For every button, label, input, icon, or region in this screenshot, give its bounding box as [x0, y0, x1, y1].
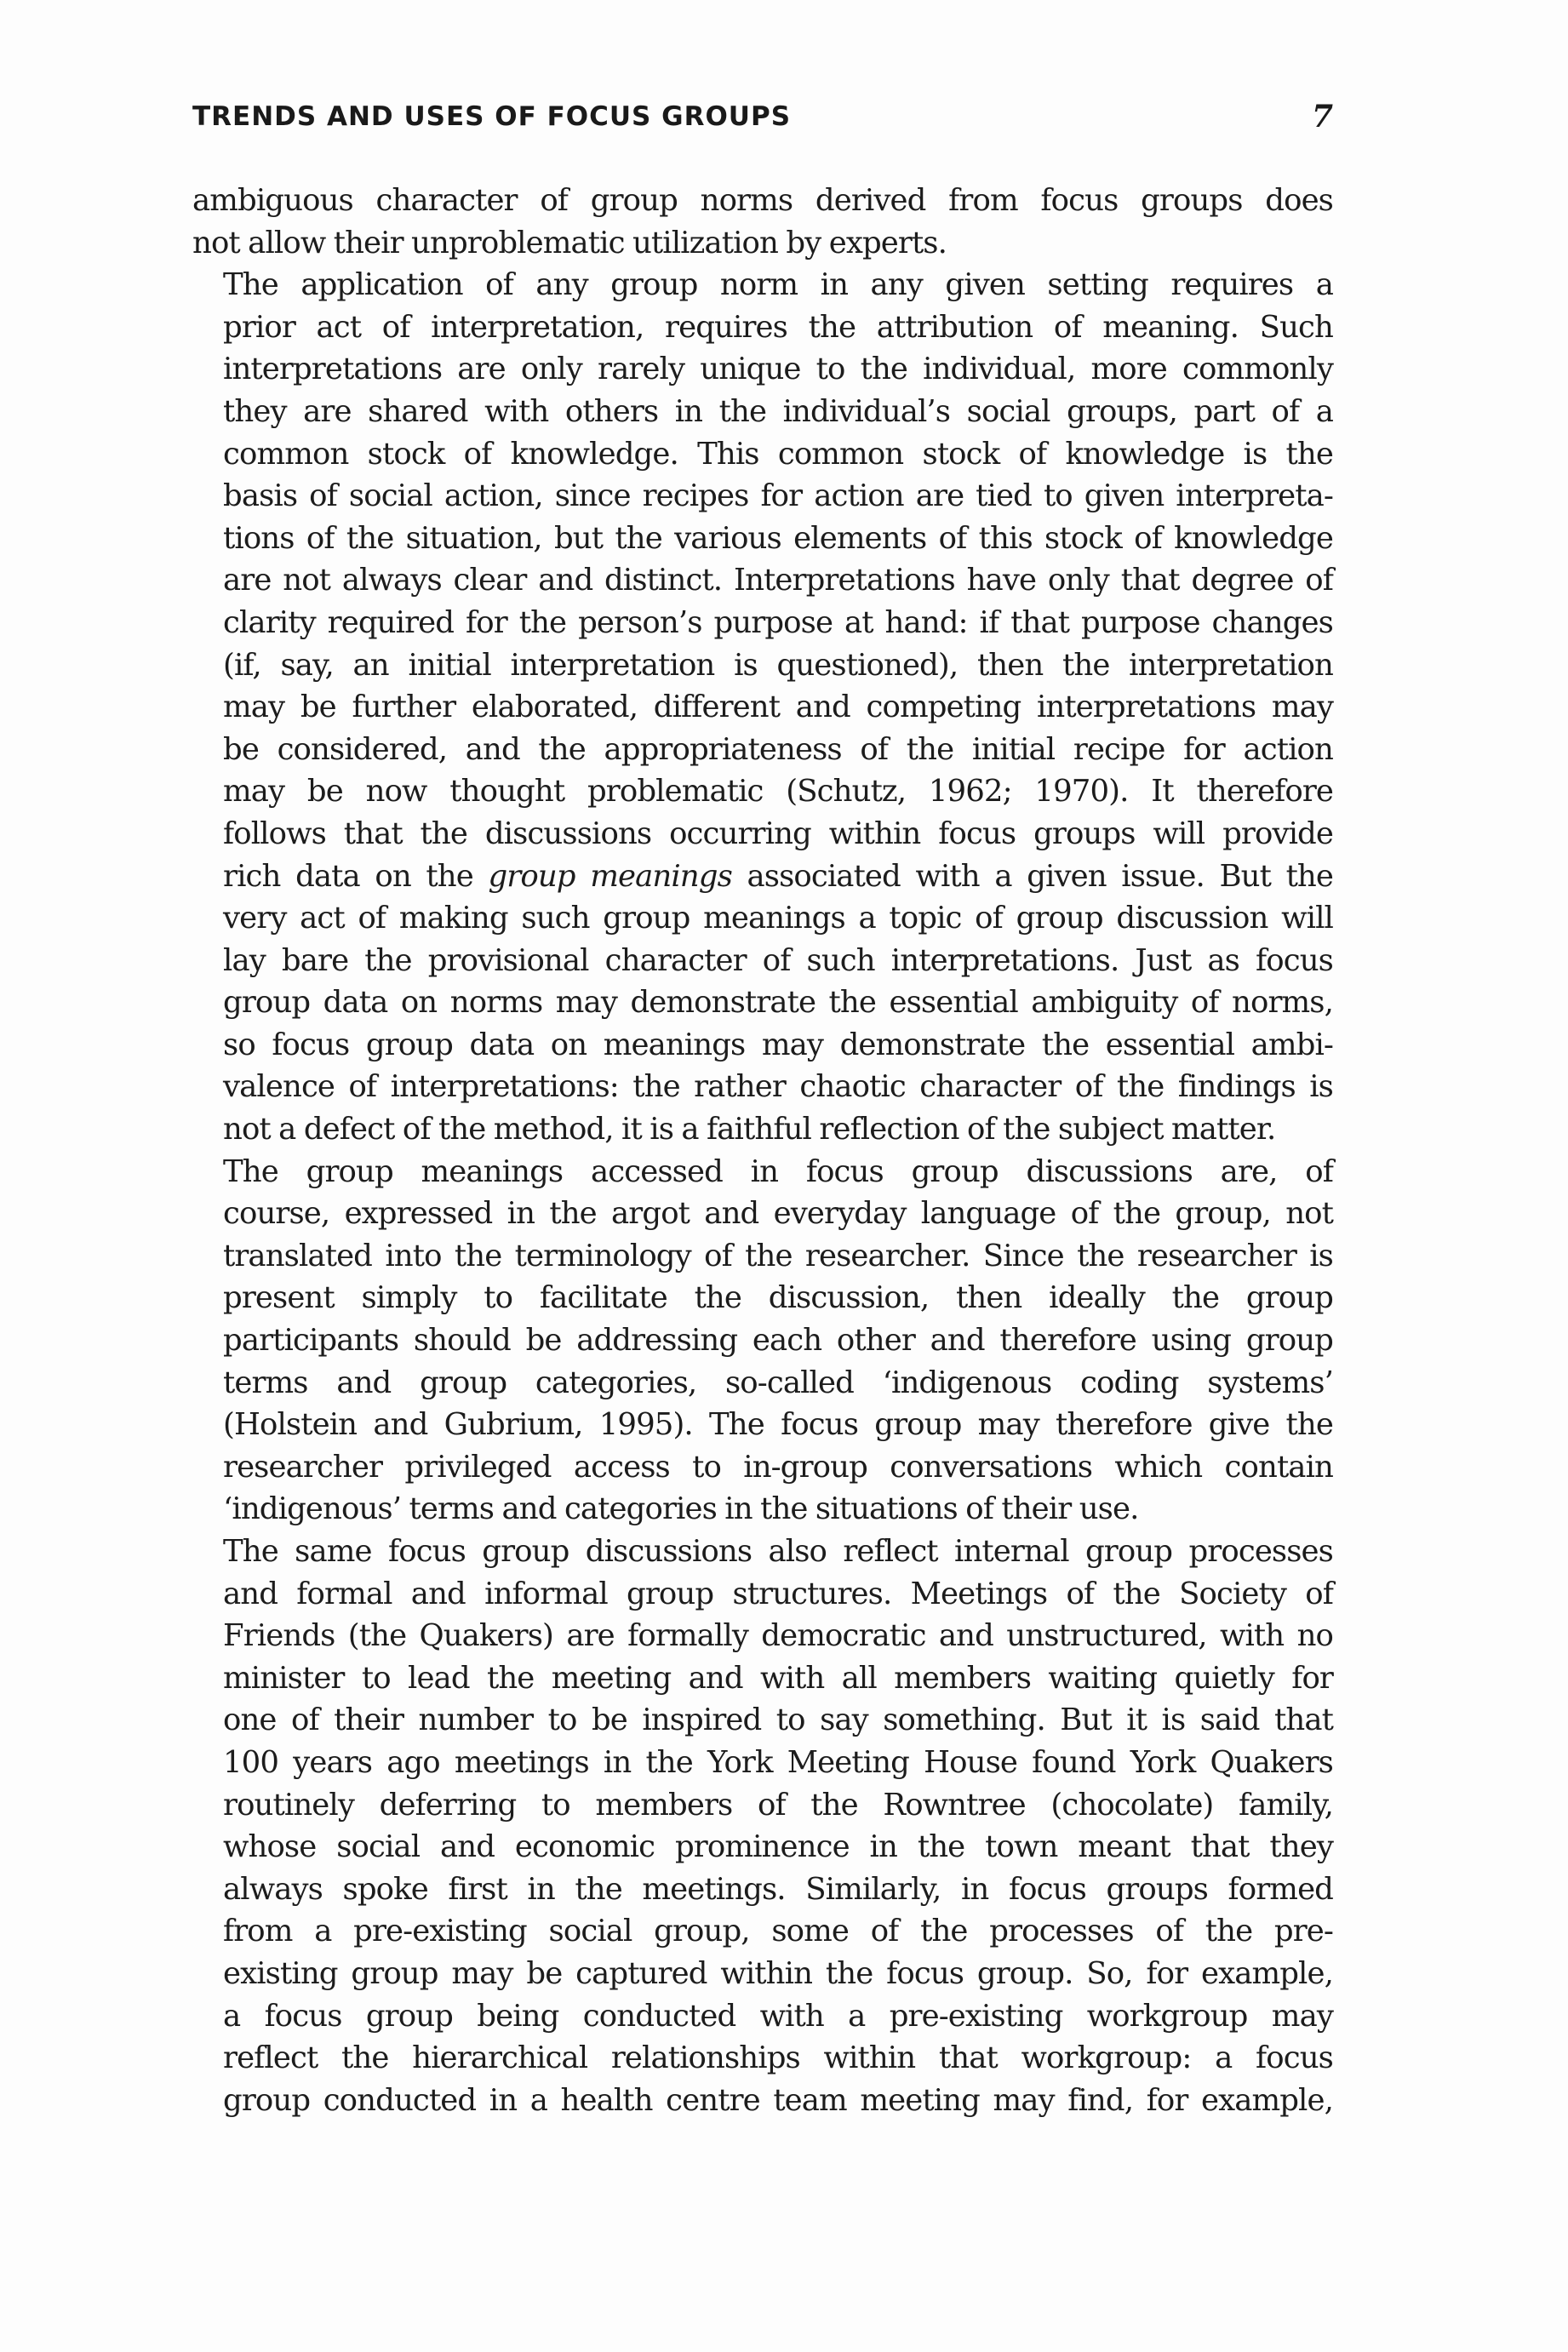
- paragraph-2: [192, 264, 1333, 1150]
- text-line: reflect the hierarchical relationships within that workgroup: a focus: [223, 2040, 1333, 2076]
- text-line: follows that the discussions occurring within focus groups will provide: [223, 815, 1333, 851]
- text-line: not allow their unproblematic utilization by experts.: [192, 225, 947, 260]
- text-line: translated into the terminology of the researcher. Since the researcher is: [223, 1238, 1333, 1273]
- text-line: routinely deferring to members of the Rowntree (chocolate) family,: [223, 1787, 1333, 1823]
- paragraph-3: [192, 1151, 1333, 1531]
- text-line: one of their number to be inspired to say something. But it is said that: [223, 1702, 1333, 1738]
- text-line: existing group may be captured within the focus group. So, for example,: [223, 1955, 1333, 1991]
- text-line: from a pre-existing social group, some of the processes of the pre-: [223, 1914, 1333, 1949]
- emphasis-group-meanings: group meanings: [488, 858, 732, 894]
- text-line: be considered, and the appropriateness of the initial recipe for action: [223, 731, 1333, 767]
- text-line: a focus group being conducted with a pre-existing workgroup may: [223, 1998, 1333, 2034]
- text-line: (if, say, an initial interpretation is questioned), then the interpretation: [223, 647, 1333, 683]
- text-line: The same focus group discussions also reflect internal group processes: [223, 1534, 1333, 1569]
- paragraph-1: [192, 180, 1333, 264]
- text-line: The group meanings accessed in focus group discussions are, of: [223, 1153, 1333, 1189]
- text-line: and formal and informal group structures. Meetings of the Society of: [223, 1576, 1333, 1611]
- text-line: so focus group data on meanings may demonstrate the essential ambi-: [223, 1027, 1333, 1062]
- text-line: interpretations are only rarely unique to the individual, more commonly: [223, 352, 1333, 387]
- text-line: whose social and economic prominence in the town meant that they: [223, 1829, 1333, 1865]
- text-line: ‘indigenous’ terms and categories in the situations of their use.: [223, 1491, 1139, 1527]
- page-number: 7: [1311, 99, 1333, 134]
- text-line: terms and group categories, so-called ‘indigenous coding systems’: [223, 1365, 1333, 1400]
- text-line: basis of social action, since recipes for action are tied to given interpreta-: [223, 478, 1333, 514]
- text-line: always spoke first in the meetings. Similarly, in focus groups formed: [223, 1871, 1333, 1907]
- paragraph-4: [192, 1531, 1333, 2121]
- text-line: may be now thought problematic (Schutz, 1962; 1970). It therefore: [223, 774, 1333, 810]
- text-line: present simply to facilitate the discussion, then ideally the group: [223, 1280, 1333, 1316]
- text-line: Friends (the Quakers) are formally democratic and unstructured, with no: [223, 1618, 1333, 1654]
- text-line: (Holstein and Gubrium, 1995). The focus group may therefore give the: [223, 1407, 1333, 1443]
- running-head: [192, 95, 1333, 138]
- text-line: may be further elaborated, different and competing interpretations may: [223, 690, 1333, 725]
- text-line: course, expressed in the argot and everyday language of the group, not: [223, 1196, 1333, 1232]
- text-line: not a defect of the method, it is a faithful reflection of the subject matter.: [223, 1112, 1276, 1147]
- text-line: very act of making such group meanings a topic of group discussion will: [223, 901, 1333, 936]
- text-line: group conducted in a health centre team meeting may find, for example,: [223, 2082, 1333, 2118]
- text-line: group data on norms may demonstrate the essential ambiguity of norms,: [223, 985, 1333, 1021]
- text-line: 100 years ago meetings in the York Meeting House found York Quakers: [223, 1744, 1333, 1780]
- text-line: participants should be addressing each other and therefore using group: [223, 1323, 1333, 1359]
- text-line: they are shared with others in the individual’s social groups, part of a: [223, 393, 1333, 429]
- text-line: prior act of interpretation, requires the attribution of meaning. Such: [223, 309, 1333, 345]
- body-text: [192, 180, 1333, 2121]
- text-line: researcher privileged access to in-group conversations which contain: [223, 1449, 1333, 1485]
- text-line: The application of any group norm in any given setting requires a: [223, 267, 1333, 303]
- text-line: lay bare the provisional character of such interpretations. Just as focus: [223, 942, 1333, 978]
- running-title: TRENDS AND USES OF FOCUS GROUPS: [192, 101, 792, 132]
- text-line: clarity required for the person’s purpose at hand: if that purpose changes: [223, 604, 1333, 640]
- text-line: common stock of knowledge. This common stock of knowledge is the: [223, 436, 1333, 472]
- text-line: tions of the situation, but the various elements of this stock of knowledge: [223, 520, 1333, 556]
- text-line: rich data on the group meanings associated with a given issue. But the: [223, 858, 1334, 894]
- text-line: valence of interpretations: the rather chaotic character of the findings is: [223, 1069, 1333, 1105]
- text-line: ambiguous character of group norms derived from focus groups does: [192, 183, 1333, 218]
- text-line: minister to lead the meeting and with all members waiting quietly for: [223, 1660, 1333, 1696]
- text-line: are not always clear and distinct. Interpretations have only that degree of: [223, 563, 1333, 598]
